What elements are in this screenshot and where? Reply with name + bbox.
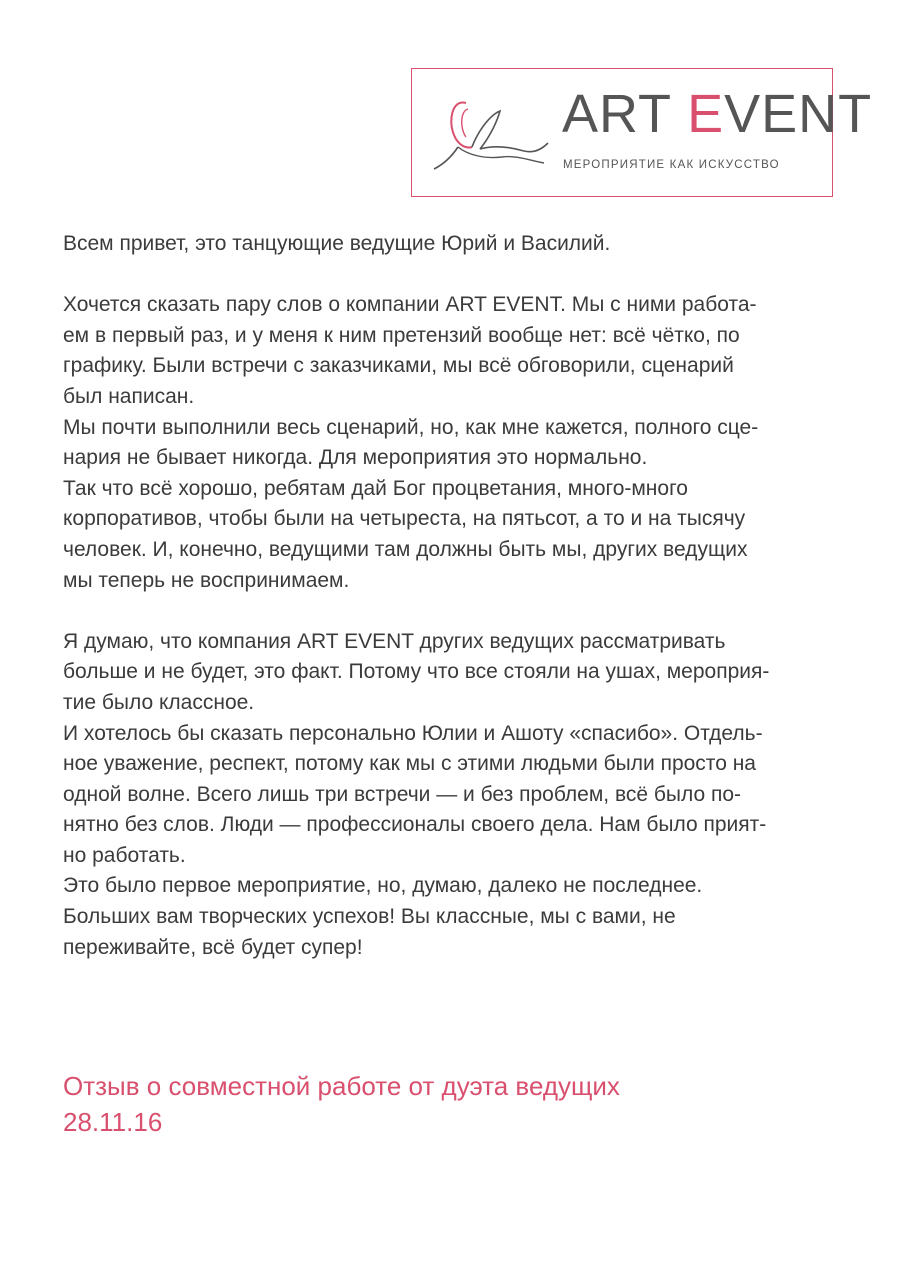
- text-line: Это было первое мероприятие, но, думаю, далеко не последнее.: [63, 874, 703, 898]
- text-line: человек. И, конечно, ведущими там должны быть мы, других ведущих: [63, 537, 748, 561]
- text-line: переживайте, всё будет супер!: [63, 935, 363, 959]
- text-line: графику. Были встречи с заказчиками, мы всё обговорили, сценарий: [63, 354, 734, 378]
- greeting: Всем привет, это танцующие ведущие Юрий и Василий.: [63, 232, 611, 255]
- text-line: был написан.: [63, 384, 195, 408]
- logo-frame: [411, 68, 873, 197]
- text-line: Мы почти выполнили весь сценарий, но, как мне кажется, полного сце-: [63, 415, 759, 439]
- text-line: Я думаю, что компания ART EVENT других ведущих рассматривать: [63, 629, 726, 653]
- text-line: но работать.: [63, 843, 186, 867]
- text-line: Так что всё хорошо, ребятам дай Бог процветания, много-много: [63, 476, 688, 500]
- review-signature: [63, 1068, 843, 1140]
- brand-e-accent: E: [687, 84, 725, 144]
- text-line: мы теперь не воспринимаем.: [63, 568, 350, 592]
- text-line: ное уважение, респект, потому как мы с этими людьми были просто на: [63, 752, 756, 776]
- brand-name: [562, 84, 873, 144]
- signature-title: Отзыв о совместной работе от дуэта ведущих: [63, 1071, 620, 1101]
- butterfly-icon: [432, 91, 554, 173]
- text-line: И хотелось бы сказать персонально Юлии и Ашоту «спасибо». Отдель-: [63, 721, 763, 745]
- review-text: [63, 229, 843, 963]
- text-line: больше и не будет, это факт. Потому что все стояли на ушах, мероприя-: [63, 660, 770, 684]
- brand-tagline: МЕРОПРИЯТИЕ КАК ИСКУССТВО: [563, 159, 780, 171]
- text-line: тие было классное.: [63, 690, 255, 714]
- signature-date: 28.11.16: [63, 1107, 163, 1137]
- brand-vent: VENT: [724, 84, 873, 144]
- text-line: Хочется сказать пару слов о компании ART EVENT. Мы с ними работа-: [63, 293, 757, 317]
- text-line: ем в первый раз, и у меня к ним претензий вообще нет: всё чётко, по: [63, 323, 740, 347]
- text-line: одной волне. Всего лишь три встречи — и без проблем, всё было по-: [63, 782, 742, 806]
- text-line: корпоративов, чтобы были на четыреста, на пятьсот, а то и на тысячу: [63, 507, 746, 531]
- text-line: нария не бывает никогда. Для мероприятия это нормально.: [63, 446, 648, 470]
- text-line: Больших вам творческих успехов! Вы классные, мы с вами, не: [63, 905, 676, 929]
- brand-art: ART: [562, 84, 688, 144]
- text-line: нятно без слов. Люди — профессионалы своего дела. Нам было прият-: [63, 813, 767, 837]
